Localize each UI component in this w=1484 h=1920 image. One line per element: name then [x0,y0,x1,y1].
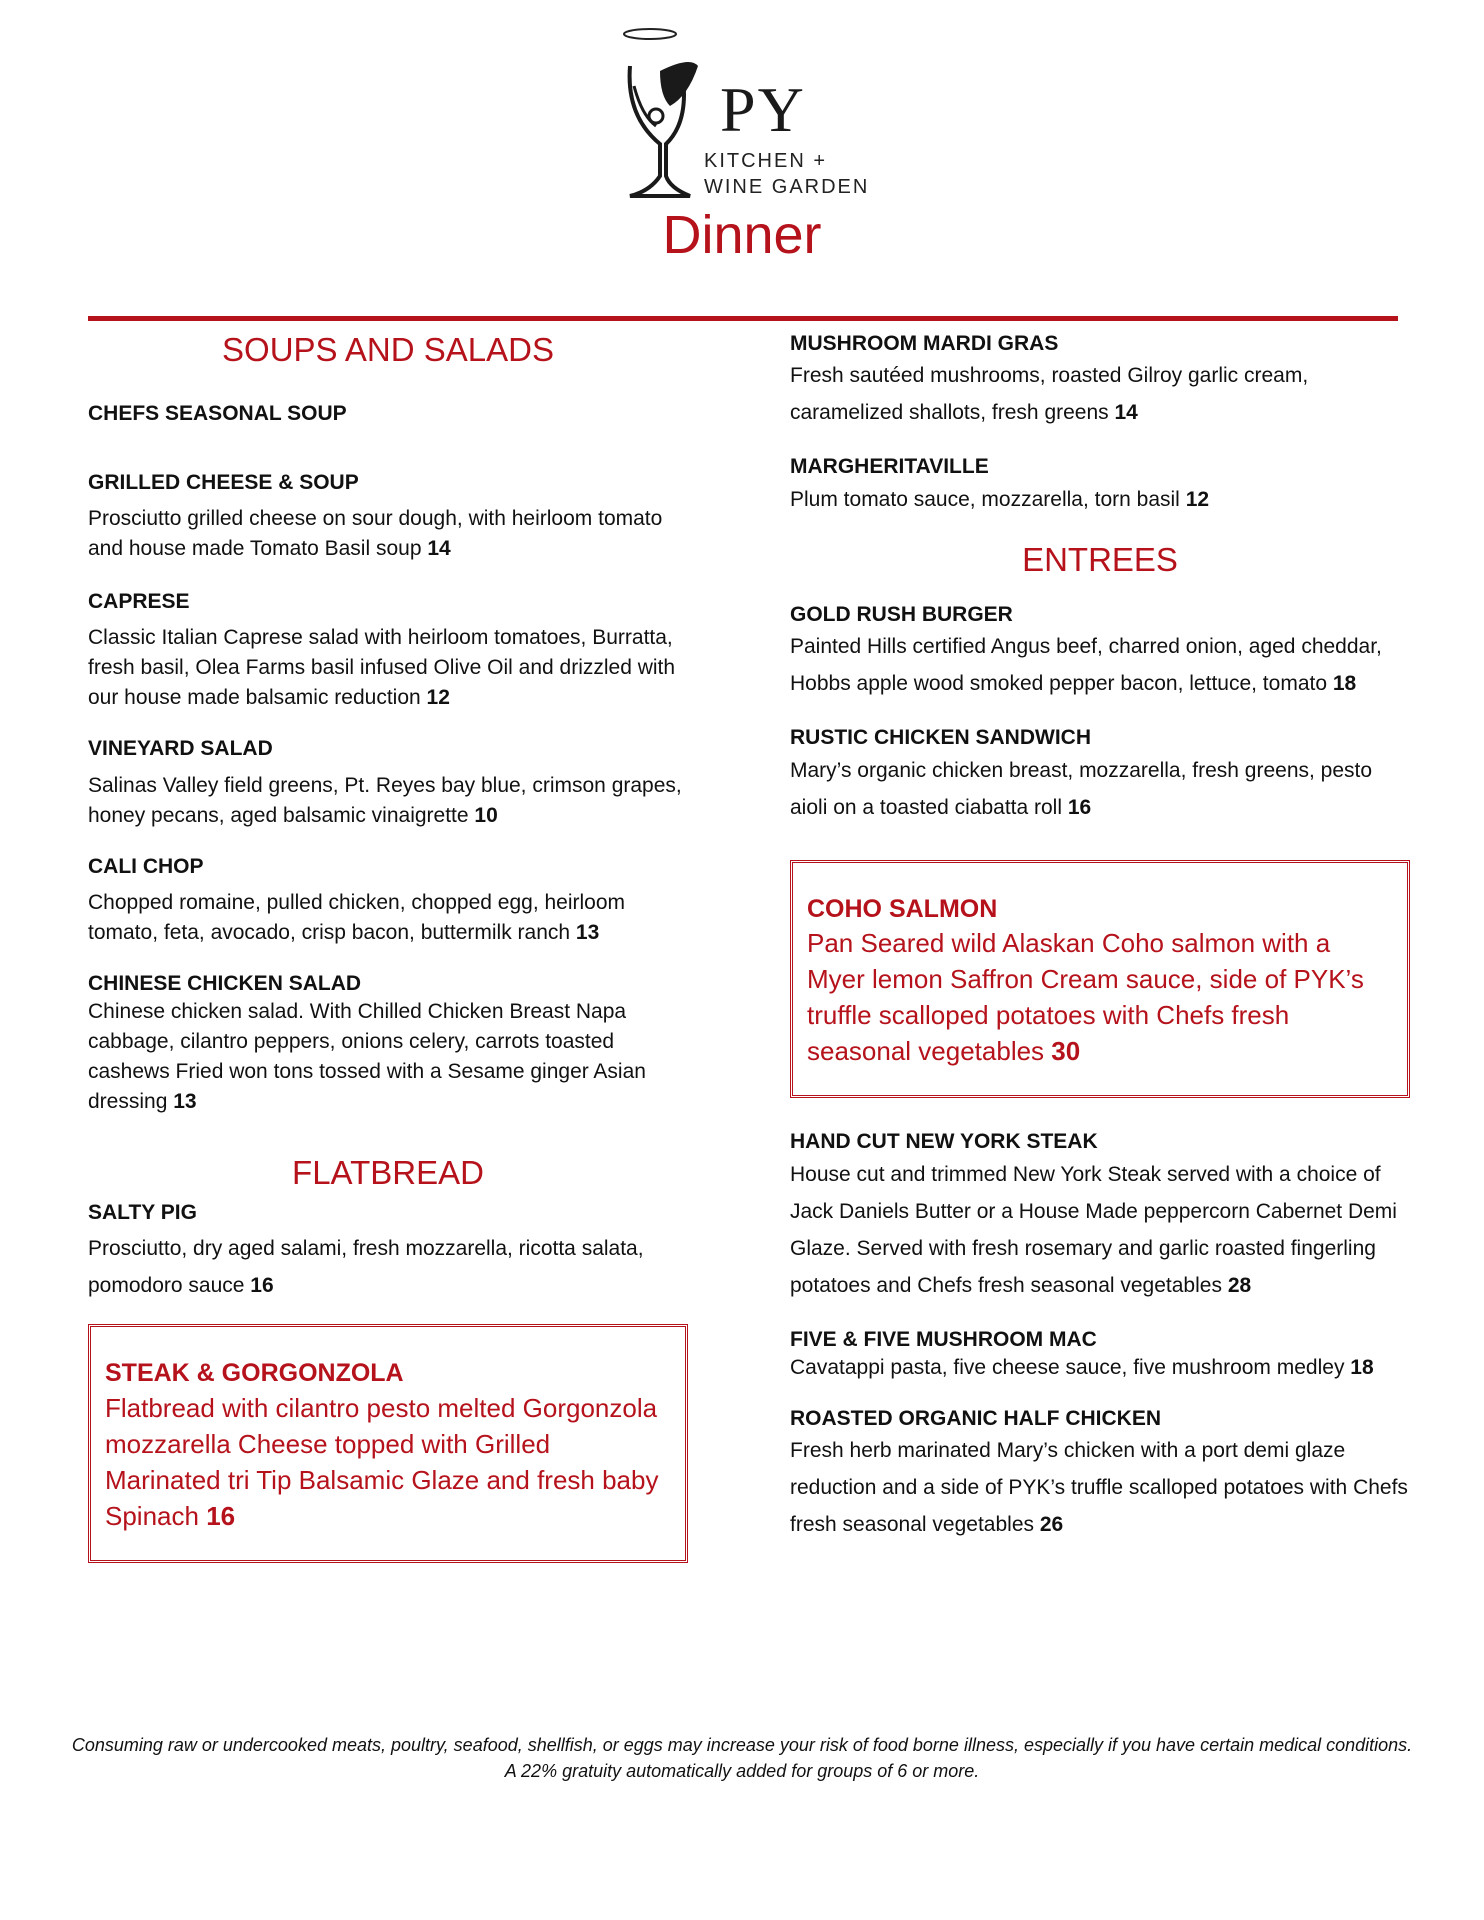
menu-item [88,588,688,713]
right-column [790,330,1410,1543]
logo [620,26,910,206]
item-price: 12 [1185,487,1210,511]
item-name: COHO SALMON [807,894,998,923]
item-name: CHINESE CHICKEN SALAD [88,972,362,996]
menu-item [790,601,1410,702]
item-price: 28 [1227,1273,1252,1297]
item-price: 18 [1332,672,1357,696]
item-price: 14 [1114,401,1138,425]
featured-item-box [88,1324,688,1563]
menu-item [790,453,1410,517]
item-price: 16 [1067,795,1092,819]
menu-item [88,1199,688,1304]
menu-item [88,735,688,830]
item-price: 10 [474,803,498,827]
item-name: CAPRESE [88,590,190,614]
item-name: CHEFS SEASONAL SOUP [88,401,347,425]
item-description: Plum tomato sauce, mozzarella, torn basil 12 [790,487,1210,511]
item-description: Prosciutto, dry aged salami, fresh mozzarella, ricotta salata, pomodoro sauce 16 [88,1237,644,1298]
item-description: Mary’s organic chicken breast, mozzarella, fresh greens, pesto aioli on a toasted ciabatta roll 16 [790,758,1373,819]
menu-item [790,1128,1410,1303]
item-name: SALTY PIG [88,1200,197,1224]
health-warning: Consuming raw or undercooked meats, poultry, seafood, shellfish, or eggs may increase your risk of food borne illness, especially if you have certain medical conditions. [71,1735,1413,1755]
item-name: MARGHERITAVILLE [790,455,989,479]
logo-brand: PY [720,74,806,145]
menu-item [88,469,688,564]
item-price: 18 [1350,1355,1374,1379]
item-name: VINEYARD SALAD [88,737,273,761]
item-price: 16 [206,1500,236,1531]
menu-item [790,330,1410,431]
item-name: HAND CUT NEW YORK STEAK [790,1130,1098,1154]
logo-line-2: WINE GARDEN [704,176,870,198]
flatbread-heading: FLATBREAD [292,1154,484,1192]
item-description: Fresh herb marinated Mary’s chicken with a port demi glaze reduction and a side of PYK’s truffle scalloped potatoes with Chefs fresh seasonal vegetables 26 [790,1439,1408,1537]
left-column [88,330,688,1563]
item-name: GOLD RUSH BURGER [790,603,1013,627]
divider [88,316,1398,321]
item-description: Fresh sautéed mushrooms, roasted Gilroy garlic cream, caramelized shallots, fresh greens 14 [790,364,1309,425]
menu-item [88,400,688,427]
item-description: Chopped romaine, pulled chicken, chopped egg, heirloom tomato, feta, avocado, crisp bacon, buttermilk ranch 13 [88,891,626,945]
item-description: Salinas Valley field greens, Pt. Reyes bay blue, crimson grapes, honey pecans, aged balsamic vinaigrette 10 [88,773,682,827]
item-name: FIVE & FIVE MUSHROOM MAC [790,1327,1097,1351]
menu-item [790,724,1410,825]
item-price: 14 [427,537,451,561]
item-description: Cavatappi pasta, five cheese sauce, five mushroom medley 18 [790,1355,1374,1379]
item-price: 30 [1051,1036,1081,1067]
item-name: CALI CHOP [88,854,204,878]
item-name: STEAK & GORGONZOLA [105,1359,404,1388]
item-price: 16 [250,1274,274,1298]
footer-disclaimer [60,1732,1424,1784]
item-name: RUSTIC CHICKEN SANDWICH [790,726,1091,750]
page-title: Dinner [662,205,822,265]
featured-item-box [790,860,1410,1099]
logo-line-1: KITCHEN + [704,150,828,172]
item-name: GRILLED CHEESE & SOUP [88,470,359,494]
item-price: 26 [1039,1513,1064,1537]
item-description: Prosciutto grilled cheese on sour dough, with heirloom tomato and house made Tomato Basil soup 14 [88,507,663,561]
menu-item [88,970,688,1117]
item-description: Painted Hills certified Angus beef, charred onion, aged cheddar, Hobbs apple wood smoked pepper bacon, lettuce, tomato 18 [790,635,1382,696]
item-description: Classic Italian Caprese salad with heirloom tomatoes, Burratta, fresh basil, Olea Farms basil infused Olive Oil and drizzled with our house made balsamic reduction 12 [88,626,676,710]
item-name: ROASTED ORGANIC HALF CHICKEN [790,1406,1161,1430]
menu-item [790,1405,1410,1543]
item-price: 13 [173,1090,197,1114]
item-description: House cut and trimmed New York Steak served with a choice of Jack Daniels Butter or a House Made peppercorn Cabernet Demi Glaze. Served with fresh rosemary and garlic roasted fingerling potatoes and Chefs fresh seasonal vegetables 28 [790,1162,1397,1297]
item-name: MUSHROOM MARDI GRAS [790,332,1059,355]
menu-item [88,853,688,948]
item-description: Chinese chicken salad. With Chilled Chicken Breast Napa cabbage, cilantro peppers, onions celery, carrots toasted cashews Fried won tons tossed with a Sesame ginger Asian dressing 13 [88,1000,646,1114]
item-price: 12 [426,686,450,710]
entrees-heading: ENTREES [1022,540,1178,578]
soups-heading: SOUPS AND SALADS [222,331,554,368]
gratuity-note: A 22% gratuity automatically added for groups of 6 or more. [504,1761,980,1781]
menu-item [790,1326,1410,1383]
item-description: Flatbread with cilantro pesto melted Gorgonzola mozzarella Cheese topped with Grilled Marinated tri Tip Balsamic Glaze and fresh baby Spinach 16 [105,1392,659,1531]
item-price: 13 [575,921,600,945]
item-description: Pan Seared wild Alaskan Coho salmon with a Myer lemon Saffron Cream sauce, side of PYK’s truffle scalloped potatoes with Chefs fresh seasonal vegetables 30 [807,928,1364,1067]
